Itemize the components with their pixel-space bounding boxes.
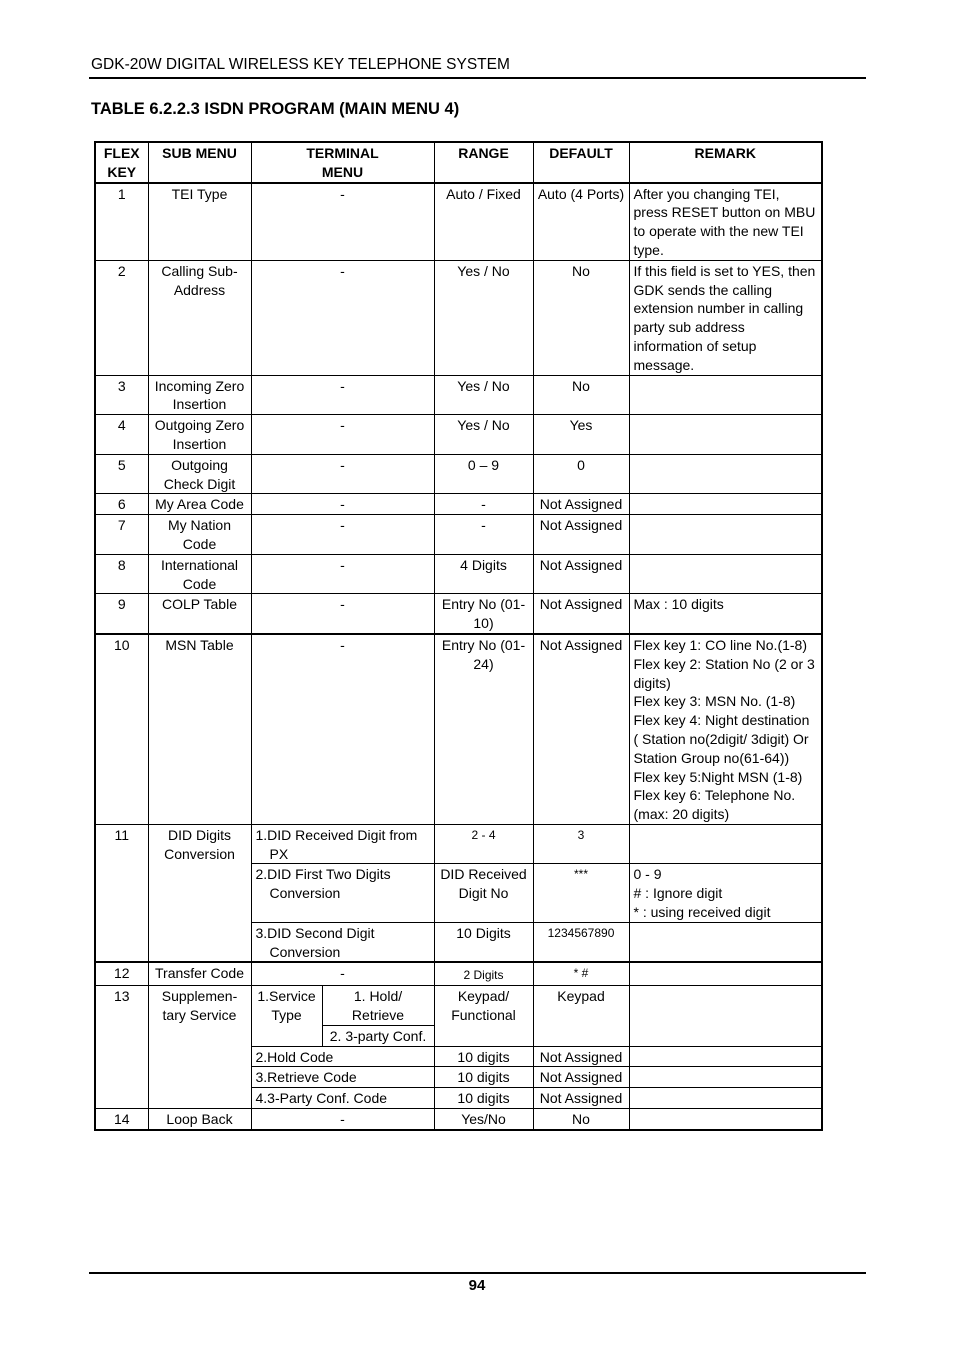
default-cell: Not Assigned [533, 1088, 629, 1109]
range-cell: 10 Digits [434, 922, 533, 962]
remark-line: Flex key 1: CO line No.(1-8) [633, 636, 807, 653]
range-cell: Keypad/ Functional [434, 986, 533, 1046]
column-header-default: DEFAULT [533, 142, 629, 183]
sub-menu-cell: MSN Table [148, 634, 251, 824]
sub-menu-cell: TEI Type [148, 183, 251, 261]
range-cell: DID Received Digit No [434, 864, 533, 922]
table-row [95, 824, 822, 864]
terminal-menu-cell: - [251, 594, 434, 634]
terminal-menu-cell: 4.3-Party Conf. Code [251, 1088, 434, 1109]
flex-key-cell: 13 [95, 986, 148, 1109]
page-number: 94 [468, 1277, 486, 1294]
flex-key-cell: 7 [95, 515, 148, 555]
remark-cell [629, 824, 822, 864]
column-header-terminal-menu: TERMINAL MENU [251, 142, 434, 183]
header-divider [89, 77, 866, 79]
flex-key-cell: 10 [95, 634, 148, 824]
remark-cell [629, 922, 822, 962]
default-cell: No [533, 1109, 629, 1130]
flex-key-cell: 6 [95, 494, 148, 515]
flex-key-cell: 11 [95, 824, 148, 962]
range-cell: 10 digits [434, 1088, 533, 1109]
terminal-menu-cell: - [251, 454, 434, 494]
terminal-menu-cell: 2.DID First Two Digits Conversion [251, 864, 434, 922]
remark-line: Flex key 4: Night destination ( Station no(2digit/ 3digit) Or Station Group no(61-64)) [633, 712, 810, 766]
flex-key-cell: 8 [95, 554, 148, 594]
footer-divider [89, 1272, 866, 1274]
table-title: TABLE 6.2.2.3 ISDN PROGRAM (MAIN MENU 4) [91, 100, 460, 118]
table-row [95, 454, 822, 494]
remark-line: # : Ignore digit [633, 885, 723, 902]
flex-key-cell: 9 [95, 594, 148, 634]
remark-cell: After you changing TEI, press RESET button on MBU to operate with the new TEI type. [629, 183, 822, 261]
terminal-menu-cell: - [251, 962, 434, 985]
range-cell: - [434, 515, 533, 555]
document-header: GDK-20W DIGITAL WIRELESS KEY TELEPHONE SYSTEM [91, 56, 510, 73]
remark-cell [629, 415, 822, 455]
table-row [95, 634, 822, 824]
remark-cell [629, 1067, 822, 1088]
remark-line: Flex key 3: MSN No. (1-8) [633, 693, 796, 710]
service-type-cell: 1.Service Type [251, 986, 322, 1046]
default-cell: Yes [533, 415, 629, 455]
table-body-complex [95, 824, 822, 1129]
flex-key-cell: 2 [95, 260, 148, 375]
terminal-menu-cell: - [251, 415, 434, 455]
terminal-menu-cell: - [251, 375, 434, 415]
remark-line: Flex key 5:Night MSN (1-8) [633, 768, 803, 785]
sub-menu-cell: My Area Code [148, 494, 251, 515]
table-row [95, 554, 822, 594]
range-cell: Entry No (01-10) [434, 594, 533, 634]
table-row [95, 594, 822, 634]
sub-menu-cell: Loop Back [148, 1109, 251, 1130]
default-cell: Not Assigned [533, 634, 629, 824]
terminal-menu-cell: - [251, 183, 434, 261]
range-cell: 2 - 4 [434, 824, 533, 864]
default-cell: Not Assigned [533, 494, 629, 515]
terminal-menu-cell: - [251, 515, 434, 555]
column-header-range: RANGE [434, 142, 533, 183]
flex-key-cell: 3 [95, 375, 148, 415]
table-row [95, 1109, 822, 1130]
remark-line: * : using received digit [633, 904, 771, 921]
remark-cell: If this field is set to YES, then GDK sends the calling extension number in calling party sub address information of setup message. [629, 260, 822, 375]
remark-cell [629, 962, 822, 985]
table-row [95, 375, 822, 415]
hold-retrieve-cell: 1. Hold/ Retrieve [322, 986, 434, 1026]
default-cell: Auto (4 Ports) [533, 183, 629, 261]
terminal-menu-cell: - [251, 494, 434, 515]
table-row [95, 260, 822, 375]
flex-key-cell: 4 [95, 415, 148, 455]
sub-menu-cell: Outgoing Zero Insertion [148, 415, 251, 455]
terminal-menu-cell: - [251, 554, 434, 594]
terminal-menu-cell: 3.Retrieve Code [251, 1067, 434, 1088]
remark-line: 0 - 9 [633, 866, 662, 883]
range-cell: Yes / No [434, 375, 533, 415]
table-row [95, 962, 822, 985]
range-cell: 10 digits [434, 1046, 533, 1067]
remark-cell [629, 864, 822, 922]
remark-cell [629, 375, 822, 415]
range-cell: Yes / No [434, 415, 533, 455]
range-cell: Auto / Fixed [434, 183, 533, 261]
default-cell: No [533, 260, 629, 375]
sub-menu-cell: Outgoing Check Digit [148, 454, 251, 494]
column-header-flex-key: FLEX KEY [95, 142, 148, 183]
range-cell: 0 – 9 [434, 454, 533, 494]
table-body [95, 183, 822, 825]
range-cell: Yes / No [434, 260, 533, 375]
terminal-menu-cell: - [251, 1109, 434, 1130]
default-cell: * # [533, 962, 629, 985]
flex-key-cell: 12 [95, 962, 148, 985]
remark-cell [629, 454, 822, 494]
terminal-menu-cell: 3.DID Second Digit Conversion [251, 922, 434, 962]
terminal-menu-cell: 1.DID Received Digit from PX [251, 824, 434, 864]
header-row [95, 142, 822, 183]
sub-menu-cell: Calling Sub-Address [148, 260, 251, 375]
flex-key-cell: 14 [95, 1109, 148, 1130]
default-cell: Not Assigned [533, 1046, 629, 1067]
default-cell: 3 [533, 824, 629, 864]
remark-cell [629, 986, 822, 1046]
sub-menu-cell: Supplemen-tary Service [148, 986, 251, 1109]
range-cell: Yes/No [434, 1109, 533, 1130]
table-row [95, 494, 822, 515]
table-row [95, 415, 822, 455]
sub-menu-cell: Transfer Code [148, 962, 251, 985]
remark-cell: Max : 10 digits [629, 594, 822, 634]
default-cell: Keypad [533, 986, 629, 1046]
sub-menu-cell: COLP Table [148, 594, 251, 634]
sub-menu-cell: International Code [148, 554, 251, 594]
terminal-menu-cell: 2.Hold Code [251, 1046, 434, 1067]
remark-cell [629, 515, 822, 555]
table-row [95, 515, 822, 555]
isdn-program-table [94, 141, 823, 1131]
remark-cell [629, 1109, 822, 1130]
column-header-remark: REMARK [629, 142, 822, 183]
column-header-sub-menu: SUB MENU [148, 142, 251, 183]
terminal-menu-cell: - [251, 634, 434, 824]
table-row [95, 183, 822, 261]
default-cell: No [533, 375, 629, 415]
three-party-cell: 2. 3-party Conf. [322, 1025, 434, 1046]
range-cell: 2 Digits [434, 962, 533, 985]
sub-menu-cell: My Nation Code [148, 515, 251, 555]
range-cell: 10 digits [434, 1067, 533, 1088]
flex-key-cell: 5 [95, 454, 148, 494]
default-cell: Not Assigned [533, 1067, 629, 1088]
remark-line: Flex key 2: Station No (2 or 3 digits) [633, 655, 815, 691]
default-cell: 1234567890 [533, 922, 629, 962]
remark-cell [629, 1046, 822, 1067]
sub-menu-cell: Incoming Zero Insertion [148, 375, 251, 415]
terminal-menu-cell: - [251, 260, 434, 375]
sub-menu-cell: DID Digits Conversion [148, 824, 251, 962]
default-cell: Not Assigned [533, 515, 629, 555]
remark-line: Flex key 6: Telephone No. (max: 20 digits) [633, 787, 796, 823]
range-cell: 4 Digits [434, 554, 533, 594]
remark-cell [629, 494, 822, 515]
remark-cell [629, 554, 822, 594]
table-row [95, 986, 822, 1026]
range-cell: Entry No (01-24) [434, 634, 533, 824]
default-cell: Not Assigned [533, 554, 629, 594]
remark-cell [629, 634, 822, 824]
default-cell: 0 [533, 454, 629, 494]
range-cell: - [434, 494, 533, 515]
default-cell: Not Assigned [533, 594, 629, 634]
flex-key-cell: 1 [95, 183, 148, 261]
default-cell: *** [533, 864, 629, 922]
remark-cell [629, 1088, 822, 1109]
